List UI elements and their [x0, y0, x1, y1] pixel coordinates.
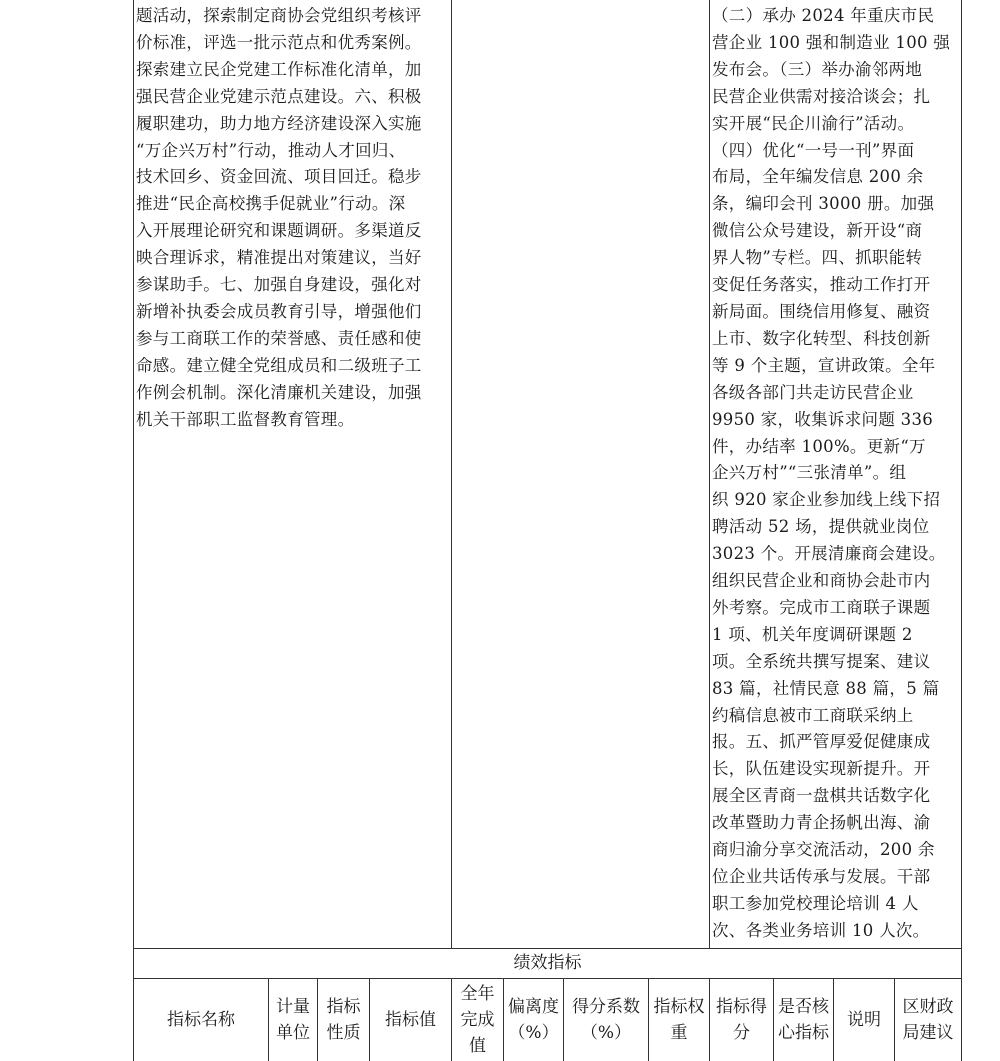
header-line: 区财政: [902, 997, 954, 1017]
text-line: 83 篇，社情民意 88 篇，5 篇: [712, 678, 940, 698]
header-score-coefficient: [564, 979, 648, 1061]
header-line: 是否核: [778, 997, 829, 1017]
text-line: 参与工商联工作的荣誉感、责任感和使: [136, 328, 422, 348]
text-line: 报。五、抓严管厚爱促健康成: [712, 732, 931, 752]
header-weight: [649, 979, 709, 1061]
middle-empty-cell: [452, 0, 709, 948]
header-line: （%）: [508, 1023, 559, 1043]
text-line: 民营企业供需对接洽谈会；扎: [712, 86, 931, 106]
text-line: 强民营企业党建示范点建设。六、积极: [136, 86, 422, 106]
text-line: 营企业 100 强和制造业 100 强: [712, 32, 951, 52]
performance-title: 绩效指标: [513, 953, 582, 973]
header-line: 指标名称: [167, 1010, 235, 1030]
text-line: 参谋助手。七、加强自身建设，强化对: [136, 275, 422, 295]
text-line: 3023 个。开展清廉商会建设。: [712, 544, 946, 564]
header-line: 说明: [847, 1010, 881, 1030]
text-line: 9950 家，收集诉求问题 336: [712, 409, 934, 429]
header-nature: [318, 979, 369, 1061]
text-line: 商归渝分享交流活动，200 余: [712, 840, 935, 860]
text-line: 次、各类业务培训 10 人次。: [712, 920, 930, 940]
header-line: 分: [733, 1023, 750, 1043]
header-core-indicator: [774, 979, 833, 1061]
text-line: 入开展理论研究和课题调研。多渠道反: [136, 221, 422, 241]
text-line: 展全区青商一盘棋共话数字化: [712, 786, 931, 806]
text-line: 职工参加党校理论培训 4 人: [712, 893, 919, 913]
text-line: 作例会机制。深化清廉机关建设，加强: [136, 382, 422, 402]
header-indicator-score: [710, 979, 773, 1061]
text-line: 件，办结率 100%。更新“万: [712, 436, 926, 456]
header-line: 指标得: [716, 997, 767, 1017]
text-line: 等 9 个主题，宣讲政策。全年: [712, 355, 936, 375]
text-line: 变促任务落实，推动工作打开: [712, 275, 931, 295]
header-line: 重: [670, 1023, 688, 1043]
left-text-cell: [136, 3, 451, 434]
text-line: 新增补执委会成员教育引导，增强他们: [136, 301, 422, 321]
header-deviation: [504, 979, 563, 1061]
text-line: 项。全系统共撰写提案、建议: [712, 651, 931, 671]
text-line: （四）优化“一号一刊”界面: [712, 140, 915, 160]
text-line: 探索建立民企党建工作标准化清单，加: [136, 59, 422, 79]
text-line: 命感。建立健全党组成员和二级班子工: [136, 355, 422, 375]
header-line: 全年: [460, 984, 495, 1004]
text-line: 约稿信息被市工商联采纳上: [712, 705, 914, 725]
header-line: 局建议: [902, 1023, 954, 1043]
text-line: 布局，全年编发信息 200 余: [712, 167, 924, 187]
text-line: 改革暨助力青企扬帆出海、渝: [712, 813, 931, 833]
header-line: 单位: [276, 1023, 310, 1043]
header-line: 心指标: [778, 1023, 829, 1043]
text-line: 履职建功，助力地方经济建设深入实施: [136, 113, 422, 133]
text-line: 长，队伍建设实现新提升。开: [712, 759, 931, 779]
text-line: 推进“民企高校携手促就业”行动。深: [136, 194, 406, 214]
text-line: 新局面。围绕信用修复、融资: [712, 301, 931, 321]
table-border-left: [133, 0, 134, 1061]
text-line: “万企兴万村”行动，推动人才回归、: [136, 140, 406, 160]
column-divider: [709, 0, 710, 948]
text-line: 机关干部职工监督教育管理。: [136, 409, 355, 429]
header-actual-value: [452, 979, 503, 1061]
header-line: 完成: [460, 1010, 495, 1030]
header-indicator-value: [370, 979, 451, 1061]
text-line: 技术回乡、资金回流、项目回迁。稳步: [136, 167, 422, 187]
header-line: 指标: [326, 997, 361, 1017]
right-text-cell: [712, 3, 960, 945]
text-line: 企兴万村”“三张清单”。组: [712, 463, 907, 483]
header-finance-advice: [895, 979, 961, 1061]
text-line: 各级各部门共走访民营企业: [712, 382, 914, 402]
text-line: 组织民营企业和商协会赴市内: [712, 571, 931, 591]
header-line: 得分系数: [572, 997, 640, 1017]
text-line: 条，编印会刊 3000 册。加强: [712, 194, 935, 214]
header-line: 计量: [276, 997, 310, 1017]
text-line: 映合理诉求，精准提出对策建议，当好: [136, 248, 422, 268]
text-line: 外考察。完成市工商联子课题: [712, 597, 931, 617]
header-indicator-name: [134, 979, 268, 1061]
text-line: 上市、数字化转型、科技创新: [712, 328, 931, 348]
text-line: 微信公众号建设，新开设“商: [712, 221, 923, 241]
header-line: 指标权: [653, 997, 705, 1017]
header-unit: [269, 979, 317, 1061]
text-line: 织 920 家企业参加线上线下招: [712, 490, 941, 510]
header-line: 偏离度: [508, 997, 559, 1017]
text-line: 聘活动 52 场，提供就业岗位: [712, 517, 930, 537]
text-line: 位企业共话传承与发展。干部: [712, 867, 931, 886]
text-line: 价标准，评选一批示范点和优秀案例。: [136, 32, 422, 52]
table-border-right: [961, 0, 962, 1061]
text-line: 界人物”专栏。四、抓职能转: [712, 248, 923, 268]
header-line: 值: [469, 1036, 486, 1056]
text-line: 实开展“民企川渝行”活动。: [712, 113, 915, 133]
text-line: 题活动，探索制定商协会党组织考核评: [136, 6, 422, 25]
header-line: 性质: [326, 1023, 361, 1043]
text-line: 发布会。（三）举办渝邻两地: [712, 59, 923, 79]
header-note: [834, 979, 894, 1061]
text-line: 1 项、机关年度调研课题 2: [712, 624, 913, 644]
text-line: （二）承办 2024 年重庆市民: [712, 6, 935, 25]
header-line: （%）: [580, 1023, 632, 1043]
header-line: 指标值: [385, 1010, 436, 1030]
